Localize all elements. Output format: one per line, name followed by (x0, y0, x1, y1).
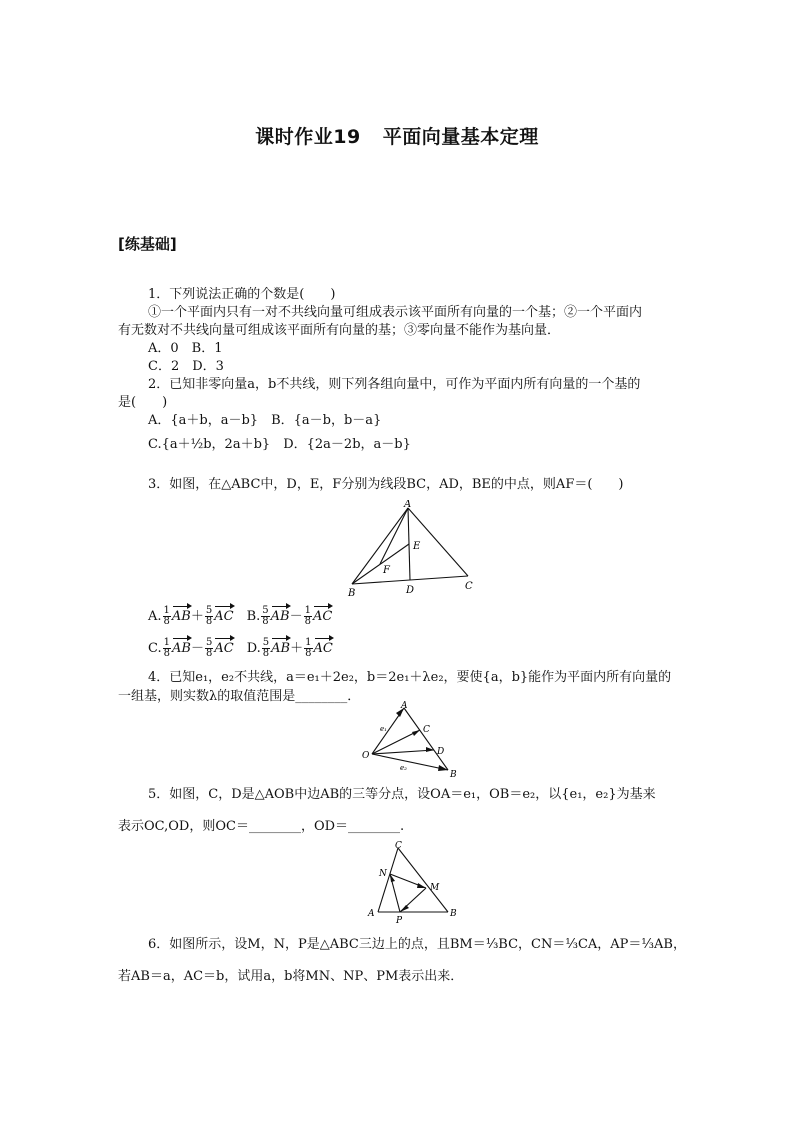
q1-options-cd: C．2 D．3 (148, 359, 224, 374)
q3-options-cd: C. $\frac{1}{8}$ AB－ $\frac{5}{8}$ AC D. $\frac{5}{8}$ AB＋ $\frac{1}{8}$ AC (148, 637, 333, 659)
q1-body-line2: 有无数对不共线向量可组成该平面所有向量的基；③零向量不能作为基向量． (118, 323, 561, 338)
q3-label-e: E (413, 541, 421, 552)
q5-stem-line2: 表示OC,OD，则OC＝________，OD＝________. (118, 819, 405, 834)
q3-label-a: A (404, 500, 412, 510)
q2-option-a: A．{a＋b，a－b} (148, 413, 259, 428)
q2-option-c: C.{a＋½b，2a＋b} (148, 437, 271, 452)
q6-label-n: N (379, 869, 387, 879)
q1-options-ab: A．0 B．1 (148, 341, 223, 356)
q2-options-ab (148, 412, 381, 429)
q2-stem-line1: 2．已知非零向量a，b不共线，则下列各组向量中，可作为平面内所有向量的一个基的 (148, 377, 641, 392)
q4-stem-line2: 一组基，则实数λ的取值范围是________． (118, 689, 361, 704)
q6-label-m: M (430, 883, 440, 893)
q4-label-c: C (423, 725, 430, 735)
title-main: 课时作业19 (255, 126, 361, 148)
q6-stem-line2: 若AB＝a，AC＝b，试用a，b将MN、NP、PM表示出来． (118, 969, 464, 984)
q6-label-a: A (368, 909, 375, 919)
q4-label-d: D (437, 747, 445, 757)
q2-option-b: B．{a－b，b－a} (271, 413, 382, 428)
q4-label-b: B (450, 770, 457, 780)
q6-triangle-figure (362, 838, 462, 926)
page-title (0, 122, 794, 149)
q3-label-d: D (406, 585, 415, 596)
q3-label-f: F (383, 565, 390, 576)
q6-label-c: C (395, 841, 402, 851)
q4-label-e1: e₁ (380, 725, 387, 733)
q3-options-ab: A. $\frac{1}{8}$ AB＋ $\frac{5}{8}$ AC B. $\frac{5}{8}$ AB－ $\frac{1}{8}$ AC (148, 605, 333, 627)
q3-label-b: B (348, 588, 356, 599)
q5-stem-line1: 5．如图，C，D是△AOB中边AB的三等分点，设OA＝e₁，OB＝e₂，以{e₁，e₂}为基来 (148, 787, 656, 802)
q4-label-o: O (362, 751, 370, 761)
q2-stem-line2: 是( ) (118, 395, 168, 410)
q3-label-c: C (465, 581, 473, 592)
q4-label-e2: e₂ (400, 764, 407, 772)
q2-option-d: D．{2a－2b，a－b} (283, 437, 411, 452)
q3-triangle-figure (340, 500, 480, 600)
q6-label-p: P (396, 916, 403, 926)
q1-body-line1: ①一个平面内只有一对不共线向量可组成表示该平面所有向量的一个基；②一个平面内 (148, 305, 643, 320)
q6-stem-line1: 6．如图所示，设M，N，P是△ABC三边上的点，且BM＝⅓BC，CN＝⅓CA，AP＝⅓AB， (148, 937, 686, 952)
q6-label-b: B (450, 909, 457, 919)
q1-stem: 1．下列说法正确的个数是( ) (148, 287, 336, 302)
q4-triangle-figure (360, 700, 470, 780)
q4-label-a: A (401, 701, 408, 711)
title-sub: 平面向量基本定理 (382, 126, 539, 148)
q2-options-cd (148, 436, 411, 453)
q4-stem-line1: 4．已知e₁，e₂不共线，a＝e₁＋2e₂，b＝2e₁＋λe₂，要使{a，b}能作为平面内所有向量的 (148, 670, 672, 685)
q3-stem: 3．如图，在△ABC中，D，E，F分别为线段BC，AD，BE的中点，则AF＝( ) (148, 477, 624, 492)
section-heading: [练基础] (118, 235, 177, 253)
